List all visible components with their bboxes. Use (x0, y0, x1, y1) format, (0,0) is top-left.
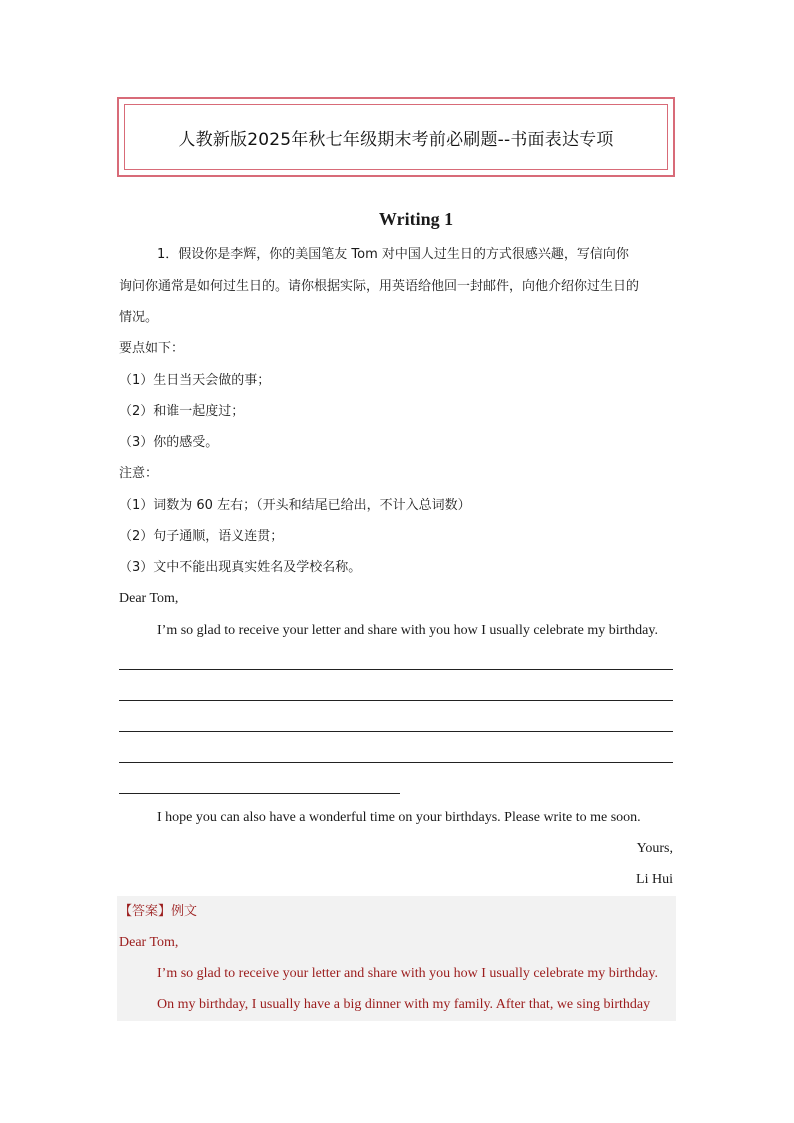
writing-line (119, 669, 673, 670)
letter-closing: I hope you can also have a wonderful time on your birthdays. Please write to me soon. (157, 810, 641, 825)
writing-line (119, 700, 673, 701)
page-title: 人教新版2025年秋七年级期末考前必刷题--书面表达专项 (124, 104, 668, 170)
note-item: （3）文中不能出现真实姓名及学校名称。 (119, 560, 362, 575)
answer-line-2: On my birthday, I usually have a big dinner with my family. After that, we sing birthday (157, 997, 651, 1012)
question-line-2: 询问你通常是如何过生日的。请你根据实际，用英语给他回一封邮件，向他介绍你过生日的 (119, 279, 640, 294)
letter-greeting: Dear Tom, (119, 591, 179, 606)
point-item: （1）生日当天会做的事； (119, 373, 271, 388)
answer-greeting: Dear Tom, (119, 935, 179, 950)
answer-line-1: I’m so glad to receive your letter and share with you how I usually celebrate my birthday. (157, 966, 658, 981)
writing-line (119, 762, 673, 763)
section-heading: Writing 1 (378, 209, 454, 229)
answer-label: 【答案】例文 (119, 904, 198, 919)
letter-opening: I’m so glad to receive your letter and share with you how I usually celebrate my birthday. (157, 623, 658, 638)
letter-signature: Li Hui (636, 872, 673, 887)
point-item: （2）和谁一起度过； (119, 404, 245, 419)
notes-title: 注意： (119, 466, 159, 481)
question-line-1: 1．假设你是李辉，你的美国笔友 Tom 对中国人过生日的方式很感兴趣，写信向你 (157, 247, 629, 262)
writing-line (119, 793, 400, 794)
points-title: 要点如下： (119, 341, 185, 356)
title-box (117, 97, 675, 177)
note-item: （2）句子通顺，语义连贯； (119, 529, 284, 544)
writing-line (119, 731, 673, 732)
note-item: （1）词数为 60 左右；（开头和结尾已给出，不计入总词数） (119, 498, 471, 513)
letter-signoff: Yours, (636, 841, 673, 856)
question-line-3: 情况。 (119, 310, 159, 325)
point-item: （3）你的感受。 (119, 435, 219, 450)
